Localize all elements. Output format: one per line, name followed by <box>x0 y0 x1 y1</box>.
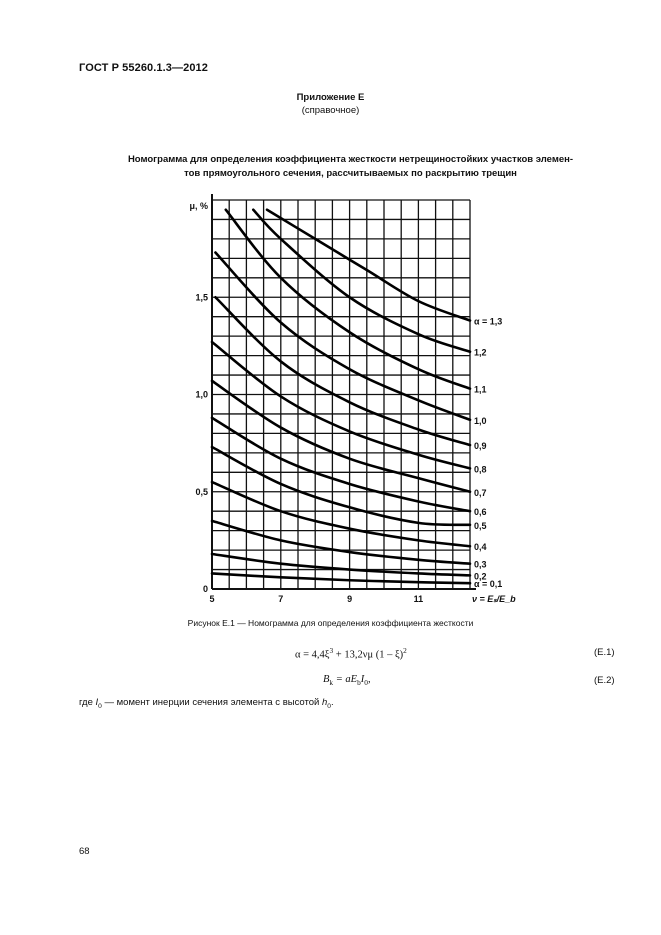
x-tick-label: 9 <box>347 594 353 604</box>
y-tick-label: 0,5 <box>195 486 208 497</box>
curve-label-4: 0,5 <box>474 520 487 531</box>
formula-e1-number: (Е.1) <box>594 647 615 658</box>
y-tick-label: 1,5 <box>195 292 208 303</box>
y-tick-label: 1,0 <box>195 389 208 400</box>
curve-11 <box>253 210 470 352</box>
standard-number: ГОСТ Р 55260.1.3—2012 <box>79 62 208 74</box>
formula-e2: $B_k = aE_bI_0$, <box>323 674 371 688</box>
y-tick-label: 0 <box>202 584 208 594</box>
y-axis-label: μ, % <box>189 201 208 211</box>
curve-label-10: 1,1 <box>474 384 487 395</box>
nomogram-chart <box>180 192 520 612</box>
x-tick-label: 5 <box>209 594 215 604</box>
nomogram-title-line2: тов прямоугольного сечения, рассчитываемых по раскрытию трещин <box>184 168 517 179</box>
curve-label-1: 0,2 <box>474 571 487 582</box>
curve-label-9: 1,0 <box>474 415 487 426</box>
nomogram-title <box>60 153 641 181</box>
curve-label-3: 0,4 <box>474 542 487 553</box>
x-tick-label: 7 <box>278 594 284 604</box>
nomogram-title-line1: Номограмма для определения коэффициента жесткости нетрещиностойких участков элемен- <box>127 154 574 165</box>
formula-e1: $\alpha = 4,4\xi^3 + 13,2\nu\mu$ (1 – ξ)$^2$ <box>295 646 407 661</box>
appendix-title: Приложение Е <box>296 92 365 103</box>
chart-curves <box>212 210 470 583</box>
curve-1 <box>212 554 470 575</box>
formula-e2-number: (Е.2) <box>594 675 615 686</box>
curve-label-11: 1,2 <box>474 347 487 358</box>
curve-label-8: 0,9 <box>474 441 487 452</box>
curve-label-2: 0,3 <box>474 559 487 570</box>
curve-label-6: 0,7 <box>474 487 487 498</box>
curve-label-5: 0,6 <box>474 507 487 518</box>
curve-5 <box>212 418 470 511</box>
curve-10 <box>226 210 470 389</box>
page-number: 68 <box>79 846 90 857</box>
curve-label-7: 0,8 <box>474 464 487 475</box>
appendix-subtitle: (справочное) <box>301 105 360 116</box>
curve-label-12: α = 1,3 <box>474 316 503 327</box>
x-axis-label: ν = Eₛ/E_b <box>472 594 516 604</box>
curve-label-0: α = 0,1 <box>474 579 503 590</box>
figure-caption: Рисунок Е.1 — Номограмма для определения коэффициента жесткости <box>187 618 474 628</box>
where-clause: где $I_0$ — момент инерции сечения элемента с высотой $h_0$. <box>79 697 334 710</box>
curve-8 <box>215 297 470 445</box>
chart-grid <box>212 194 476 589</box>
x-tick-label: 11 <box>413 594 424 604</box>
